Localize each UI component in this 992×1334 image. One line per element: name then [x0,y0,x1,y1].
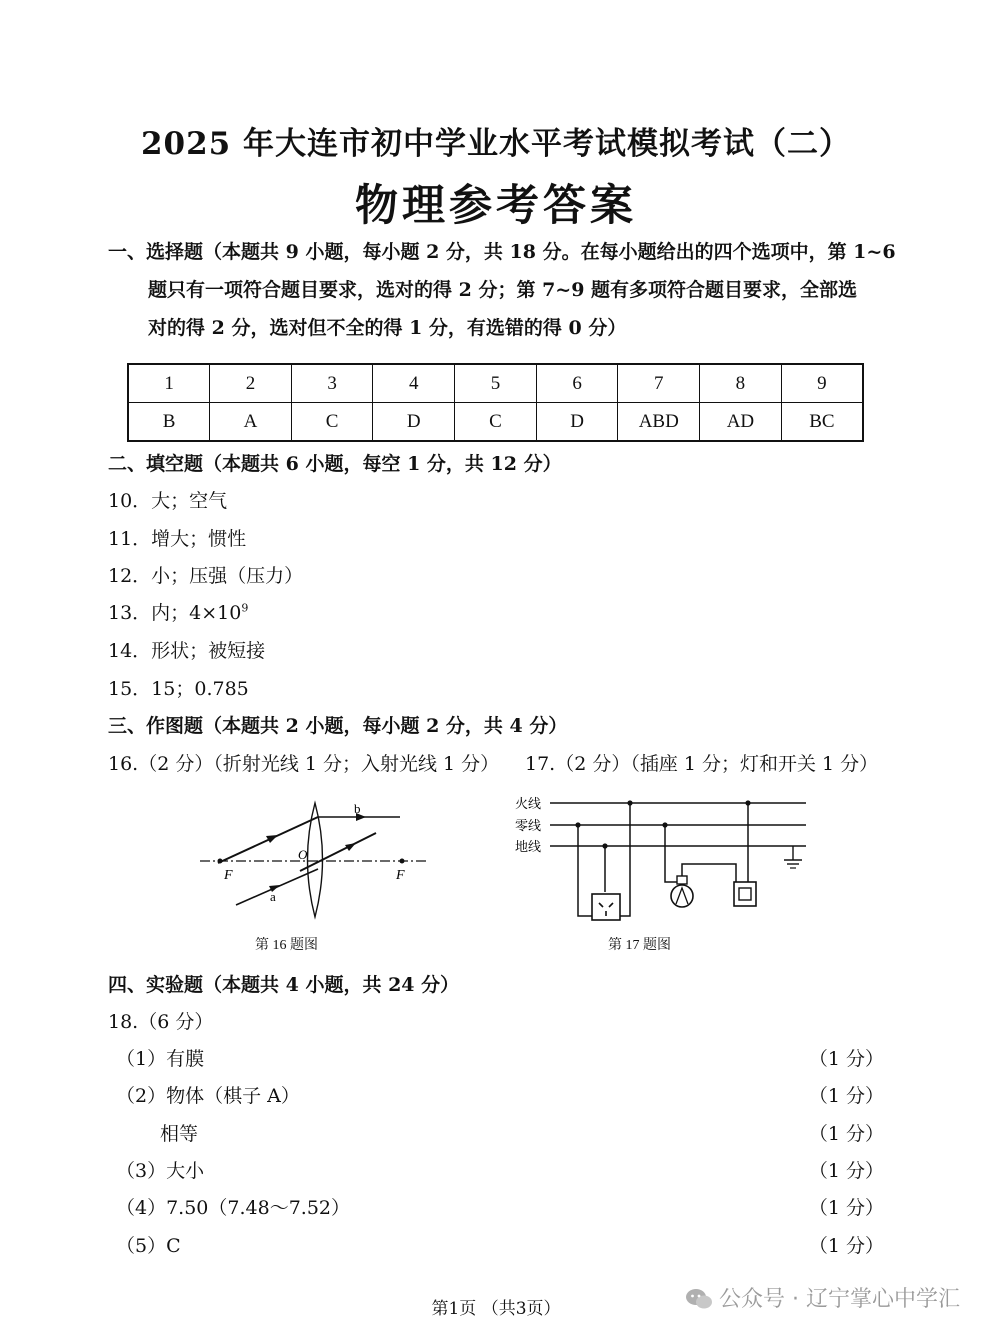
answer-item-13 [108,598,248,625]
answer-row-text: （5）C [116,1235,181,1257]
switch-icon [734,882,756,906]
section3-heading: 三、作图题（本题共 2 小题，每小题 2 分，共 4 分） [108,715,568,737]
question-number-cell: 8 [700,364,782,403]
ground-wire-label: 地线 [515,840,542,855]
question-number-cell: 9 [781,364,863,403]
document-subtitle: 物理参考答案 [355,181,637,231]
answer-cell: B [128,403,210,442]
section1-line2: 题只有一项符合题目要求，选对的得 2 分；第 7~9 题有多项符合题目要求，全部选 [148,279,858,301]
question-16-scoring: 16.（2 分）（折射光线 1 分；入射光线 1 分） [108,753,500,775]
answer-cell: BC [781,403,863,442]
socket-icon [592,894,620,920]
section1-line3: 对的得 2 分，选对但不全的得 1 分，有选错的得 0 分） [148,317,627,339]
answer-row-text: （1）有膜 [116,1048,205,1070]
answer-table-answer-row [128,403,863,442]
wechat-icon [685,1288,713,1310]
answer-item-11: 11．增大；惯性 [108,528,247,550]
question-number-cell: 4 [373,364,455,403]
ground-symbol [784,846,802,868]
live-wire-label: 火线 [515,797,542,812]
answer-item-14: 14．形状；被短接 [108,640,266,662]
ray-arrow [345,843,356,851]
label-b: b [354,801,361,816]
lamp-wiring [665,803,748,882]
question-number-cell: 3 [291,364,373,403]
label-optical-center: O [298,847,308,862]
answer-table [127,363,864,442]
answer-cell: AD [700,403,782,442]
answer-table-number-row [128,364,863,403]
question-number-cell: 1 [128,364,210,403]
answer-item-15: 15．15；0.785 [108,678,249,700]
answer-row-score: （1 分） [808,1123,884,1145]
answer-row-text: 相等 [160,1123,199,1145]
exam-title: 2025 年大连市初中学业水平考试模拟考试（二） [140,126,852,162]
section2-heading: 二、填空题（本题共 6 小题，每空 1 分，共 12 分） [108,453,562,475]
answer-item-13-text: 13．内；4×10 [108,602,242,624]
answer-row-score: （1 分） [808,1048,884,1070]
question-17-scoring: 17.（2 分）（插座 1 分；灯和开关 1 分） [525,753,879,775]
label-focus-right: F [396,868,405,883]
watermark [685,1282,960,1313]
lamp-icon [671,876,693,907]
question-18-header: 18.（6 分） [108,1011,214,1033]
figure-17-caption: 第 17 题图 [608,938,671,953]
watermark-text: 公众号 · 辽宁掌心中学汇 [719,1287,960,1312]
label-focus-left: F [224,868,233,883]
figure-16-caption: 第 16 题图 [255,938,318,953]
answer-item-12: 12．小；压强（压力） [108,565,304,587]
answer-row-score: （1 分） [808,1160,884,1182]
section4-heading: 四、实验题（本题共 4 小题，共 24 分） [108,974,460,996]
question-number-cell: 2 [210,364,292,403]
answer-row-score: （1 分） [808,1085,884,1107]
refracted-ray [300,833,376,871]
answer-cell: C [291,403,373,442]
answer-row-score: （1 分） [808,1197,884,1219]
question-number-cell: 5 [455,364,537,403]
question-number-cell: 6 [536,364,618,403]
answer-cell: ABD [618,403,700,442]
focal-point-right [400,859,405,864]
answer-cell: C [455,403,537,442]
circuit-diagram [510,790,810,925]
exponent: 9 [241,601,249,615]
answer-row-text: （2）物体（棋子 A） [116,1085,300,1107]
answer-cell: A [210,403,292,442]
label-a: a [270,889,276,904]
neutral-wire-label: 零线 [515,819,542,834]
answer-item-10: 10．大；空气 [108,490,228,512]
section1-heading: 一、选择题（本题共 9 小题，每小题 2 分，共 18 分。在每小题给出的四个选项中，第 1~6 [108,241,896,263]
answer-row-score: （1 分） [808,1235,884,1257]
answer-row-text: （3）大小 [116,1160,205,1182]
ray-arrow [266,835,278,843]
page-number: 第1页 （共3页） [431,1299,561,1319]
answer-row-text: （4）7.50（7.48～7.52） [116,1197,351,1219]
answer-cell: D [373,403,455,442]
lens-diagram [190,795,440,925]
answer-cell: D [536,403,618,442]
question-number-cell: 7 [618,364,700,403]
